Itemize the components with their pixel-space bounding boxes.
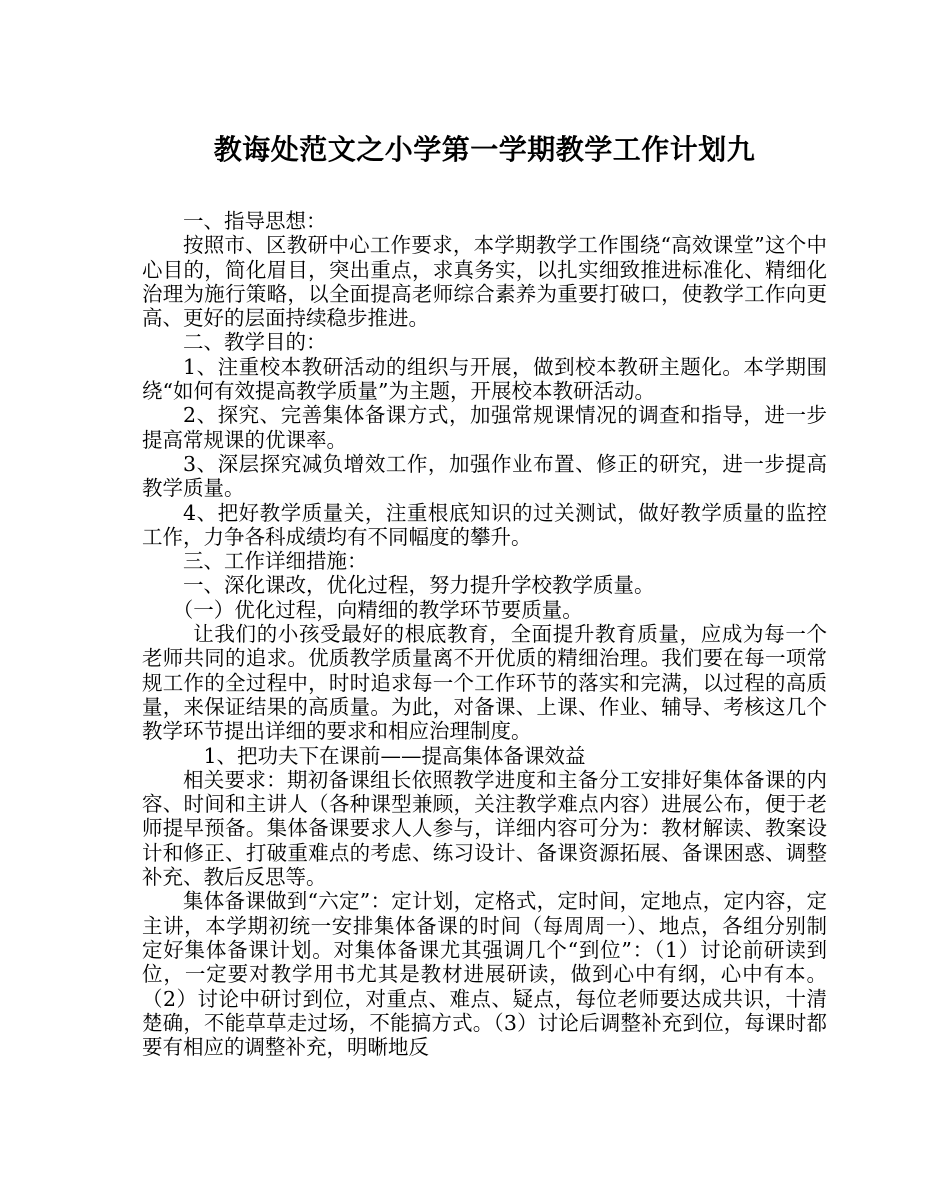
paragraph: 2、探究、完善集体备课方式，加强常规课情况的调查和指导，进一步提高常规课的优课率。 bbox=[142, 403, 827, 452]
paragraph: 让我们的小孩受最好的根底教育，全面提升教育质量，应成为每一个老师共同的追求。优质教学质量离不开优质的精细治理。我们要在每一项常规工作的全过程中，时时追求每一个工作环节的落实和完满，以过程的高质量，来保证结果的高质量。为此，对备课、上课、作业、辅导、考核这几个教学环节提出详细的要求和相应治理制度。 bbox=[142, 622, 827, 744]
paragraph: 3、深层探究减负增效工作，加强作业布置、修正的研究，进一步提高教学质量。 bbox=[142, 451, 827, 501]
section-heading: 三、工作详细措施： bbox=[183, 549, 368, 574]
paragraph: 4、把好教学质量关，注重根底知识的过关测试，做好教学质量的监控工作，力争各科成绩均有不同幅度的攀升。 bbox=[142, 500, 827, 549]
document-title: 教诲处范文之小学第一学期教学工作计划九 bbox=[213, 133, 756, 166]
sub-heading: （一）优化过程，向精细的教学环节要质量。 bbox=[172, 597, 583, 622]
paragraph: 相关要求：期初备课组长依照教学进度和主备分工安排好集体备课的内容、时间和主讲人（各种课型兼顾，关注教学难点内容）进展公布，便于老师提早预备。集体备课要求人人参与，详细内容可分为：教材解读、教案设计和修正、打破重难点的考虑、练习设计、备课资源拓展、备课困惑、调整补充、教后反思等。 bbox=[142, 767, 827, 890]
section-heading: 一、指导思想： bbox=[183, 209, 327, 233]
document-body bbox=[142, 209, 827, 1059]
section-heading: 二、教学目的： bbox=[183, 330, 327, 355]
sub-heading: 1、把功夫下在课前——提高集体备课效益 bbox=[203, 743, 586, 768]
paragraph: 一、深化课改，优化过程，努力提升学校教学质量。 bbox=[183, 573, 655, 598]
paragraph: 按照市、区教研中心工作要求，本学期教学工作围绕“高效课堂”这个中心目的，简化眉目，突出重点，求真务实，以扎实细致推进标准化、精细化治理为施行策略，以全面提高老师综合素养为重要打破口，使教学工作向更高、更好的层面持续稳步推进。 bbox=[142, 233, 827, 331]
paragraph: 1、注重校本教研活动的组织与开展，做到校本教研主题化。本学期围绕“如何有效提高教学质量”为主题，开展校本教研活动。 bbox=[142, 354, 827, 404]
paragraph: 集体备课做到“六定”：定计划，定格式，定时间，定地点，定内容，定主讲，本学期初统一安排集体备课的时间（每周周一）、地点，各组分别制定好集体备课计划。对集体备课尤其强调几个“到位”：（1）讨论前研读到位，一定要对教学用书尤其是教材进展研读，做到心中有纲，心中有本。（2）讨论中研讨到位，对重点、难点、疑点，每位老师要达成共识，十清楚确，不能草草走过场，不能搞方式。（3）讨论后调整补充到位，每课时都要有相应的调整补充，明晰地反 bbox=[142, 889, 827, 1060]
document-page bbox=[142, 130, 827, 1059]
